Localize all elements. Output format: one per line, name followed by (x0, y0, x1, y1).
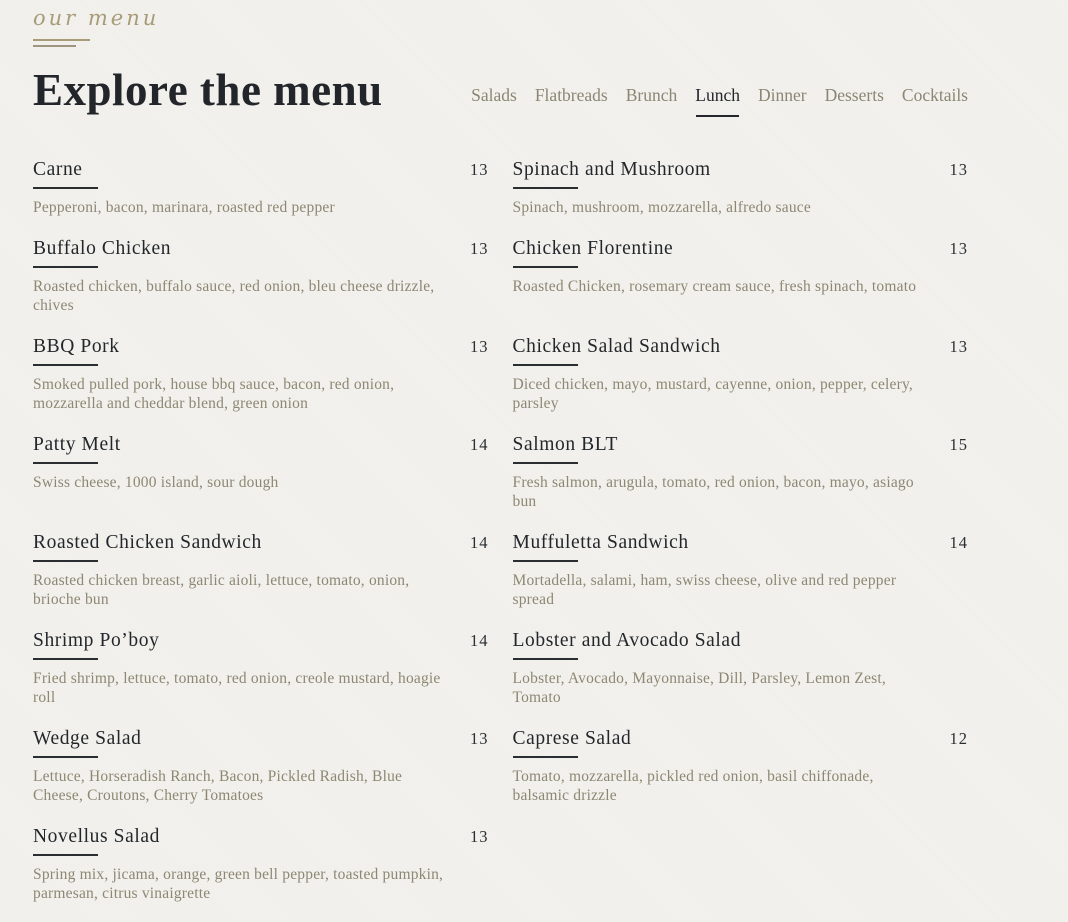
menu-item-header (513, 630, 969, 652)
menu-item-name: Caprese Salad (512, 728, 632, 749)
menu-item (513, 238, 969, 315)
tab-brunch[interactable]: Brunch (625, 84, 678, 105)
menu-item-price: 15 (949, 435, 968, 454)
menu-item-underline (513, 658, 578, 660)
menu-item (33, 336, 489, 413)
header-row (33, 63, 968, 117)
menu-item-underline (33, 364, 98, 366)
menu-item-description: Roasted chicken, buffalo sauce, red onion, bleu cheese drizzle, chives (33, 278, 435, 314)
menu-item-name: Shrimp Po’boy (33, 630, 160, 651)
menu-item-description: Roasted Chicken, rosemary cream sauce, fresh spinach, tomato (512, 278, 917, 295)
tab-desserts[interactable]: Desserts (824, 84, 884, 105)
menu-item-header (33, 238, 489, 260)
eyebrow-label: our menu (33, 6, 160, 30)
menu-item-header (513, 238, 969, 260)
menu-item-name: Spinach and Mushroom (512, 159, 711, 180)
menu-item-underline (33, 266, 98, 268)
menu-item (513, 728, 969, 805)
menu-item-underline (33, 854, 98, 856)
menu-item-underline (33, 560, 98, 562)
menu-item-description: Spinach, mushroom, mozzarella, alfredo sauce (512, 199, 811, 216)
menu-item-name: BBQ Pork (33, 336, 120, 357)
menu-item-header (33, 532, 489, 554)
menu-item-description: Smoked pulled pork, house bbq sauce, bacon, red onion, mozzarella and cheddar blend, green onion (33, 376, 395, 412)
menu-items-grid (33, 159, 968, 903)
menu-item-price: 13 (949, 160, 968, 179)
menu-item-underline (513, 266, 578, 268)
menu-item-header (33, 336, 489, 358)
menu-item-name: Wedge Salad (33, 728, 142, 749)
menu-item-underline (513, 462, 578, 464)
menu-item-name: Patty Melt (33, 434, 121, 455)
menu-item-description: Mortadella, salami, ham, swiss cheese, olive and red pepper spread (512, 572, 897, 608)
menu-item-description: Fried shrimp, lettuce, tomato, red onion, creole mustard, hoagie roll (33, 670, 441, 706)
menu-item-description: Roasted chicken breast, garlic aioli, lettuce, tomato, onion, brioche bun (33, 572, 410, 608)
tab-dinner[interactable]: Dinner (757, 84, 807, 105)
menu-page (33, 0, 968, 903)
menu-item-header (513, 728, 969, 750)
menu-item-name: Muffuletta Sandwich (512, 532, 689, 553)
tab-salads[interactable]: Salads (471, 84, 517, 105)
ornament-line-top (33, 39, 90, 41)
menu-item-description: Diced chicken, mayo, mustard, cayenne, onion, pepper, celery, parsley (512, 376, 914, 412)
menu-item (513, 336, 969, 413)
menu-item-description: Swiss cheese, 1000 island, sour dough (33, 474, 279, 491)
menu-item-price: 13 (470, 729, 489, 748)
menu-item-name: Carne (33, 159, 83, 180)
menu-item-header (33, 728, 489, 750)
menu-category-tabs (471, 75, 968, 106)
menu-item (513, 630, 969, 707)
menu-item-description: Pepperoni, bacon, marinara, roasted red pepper (33, 199, 335, 216)
menu-item-price: 13 (470, 337, 489, 356)
ornament-line-bottom (33, 45, 76, 47)
menu-item-header (33, 630, 489, 652)
page-title: Explore the menu (33, 65, 383, 115)
menu-item-header (33, 826, 489, 848)
menu-item-header (513, 532, 969, 554)
title-ornament (33, 39, 968, 51)
menu-item-name: Chicken Salad Sandwich (512, 336, 721, 357)
menu-item-name: Buffalo Chicken (33, 238, 172, 259)
menu-item-description: Tomato, mozzarella, pickled red onion, basil chiffonade, balsamic drizzle (512, 768, 874, 804)
menu-item-price: 13 (949, 337, 968, 356)
menu-item-name: Lobster and Avocado Salad (512, 630, 742, 651)
tab-flatbreads[interactable]: Flatbreads (534, 84, 608, 105)
menu-item (33, 434, 489, 511)
menu-item (33, 532, 489, 609)
menu-item-underline (513, 756, 578, 758)
menu-item-price: 13 (949, 239, 968, 258)
menu-item (513, 159, 969, 217)
menu-item-price: 14 (470, 631, 489, 650)
menu-item-underline (513, 560, 578, 562)
menu-item-underline (33, 756, 98, 758)
menu-item-header (513, 434, 969, 456)
menu-item-header (33, 159, 489, 181)
menu-item (33, 728, 489, 805)
menu-item-price: 13 (470, 239, 489, 258)
menu-item-header (33, 434, 489, 456)
menu-item-underline (513, 187, 578, 189)
menu-item-name: Novellus Salad (33, 826, 161, 847)
menu-item-name: Roasted Chicken Sandwich (33, 532, 262, 553)
menu-item-description: Lobster, Avocado, Mayonnaise, Dill, Parsley, Lemon Zest, Tomato (512, 670, 886, 706)
menu-item-price: 13 (470, 160, 489, 179)
menu-item-name: Chicken Florentine (512, 238, 674, 259)
menu-item (513, 532, 969, 609)
menu-item-price: 14 (470, 533, 489, 552)
menu-item-underline (33, 187, 98, 189)
menu-item-price: 13 (470, 827, 489, 846)
menu-item-price: 14 (949, 533, 968, 552)
menu-item-underline (513, 364, 578, 366)
menu-item-description: Lettuce, Horseradish Ranch, Bacon, Pickled Radish, Blue Cheese, Croutons, Cherry Tomatoes (33, 768, 403, 804)
menu-item-description: Fresh salmon, arugula, tomato, red onion, bacon, mayo, asiago bun (512, 474, 914, 510)
menu-item-underline (33, 658, 98, 660)
menu-item (33, 630, 489, 707)
menu-item (33, 159, 489, 217)
menu-item-price: 12 (949, 729, 968, 748)
menu-item-name: Salmon BLT (512, 434, 618, 455)
menu-item (33, 826, 489, 903)
menu-item-underline (33, 462, 98, 464)
menu-item-header (513, 159, 969, 181)
menu-item-description: Spring mix, jicama, orange, green bell pepper, toasted pumpkin, parmesan, citrus vinaigrette (33, 866, 444, 902)
tab-cocktails[interactable]: Cocktails (901, 84, 968, 105)
tab-lunch[interactable]: Lunch (695, 84, 740, 105)
menu-item-price: 14 (470, 435, 489, 454)
menu-item-header (513, 336, 969, 358)
menu-item (513, 434, 969, 511)
menu-item (33, 238, 489, 315)
